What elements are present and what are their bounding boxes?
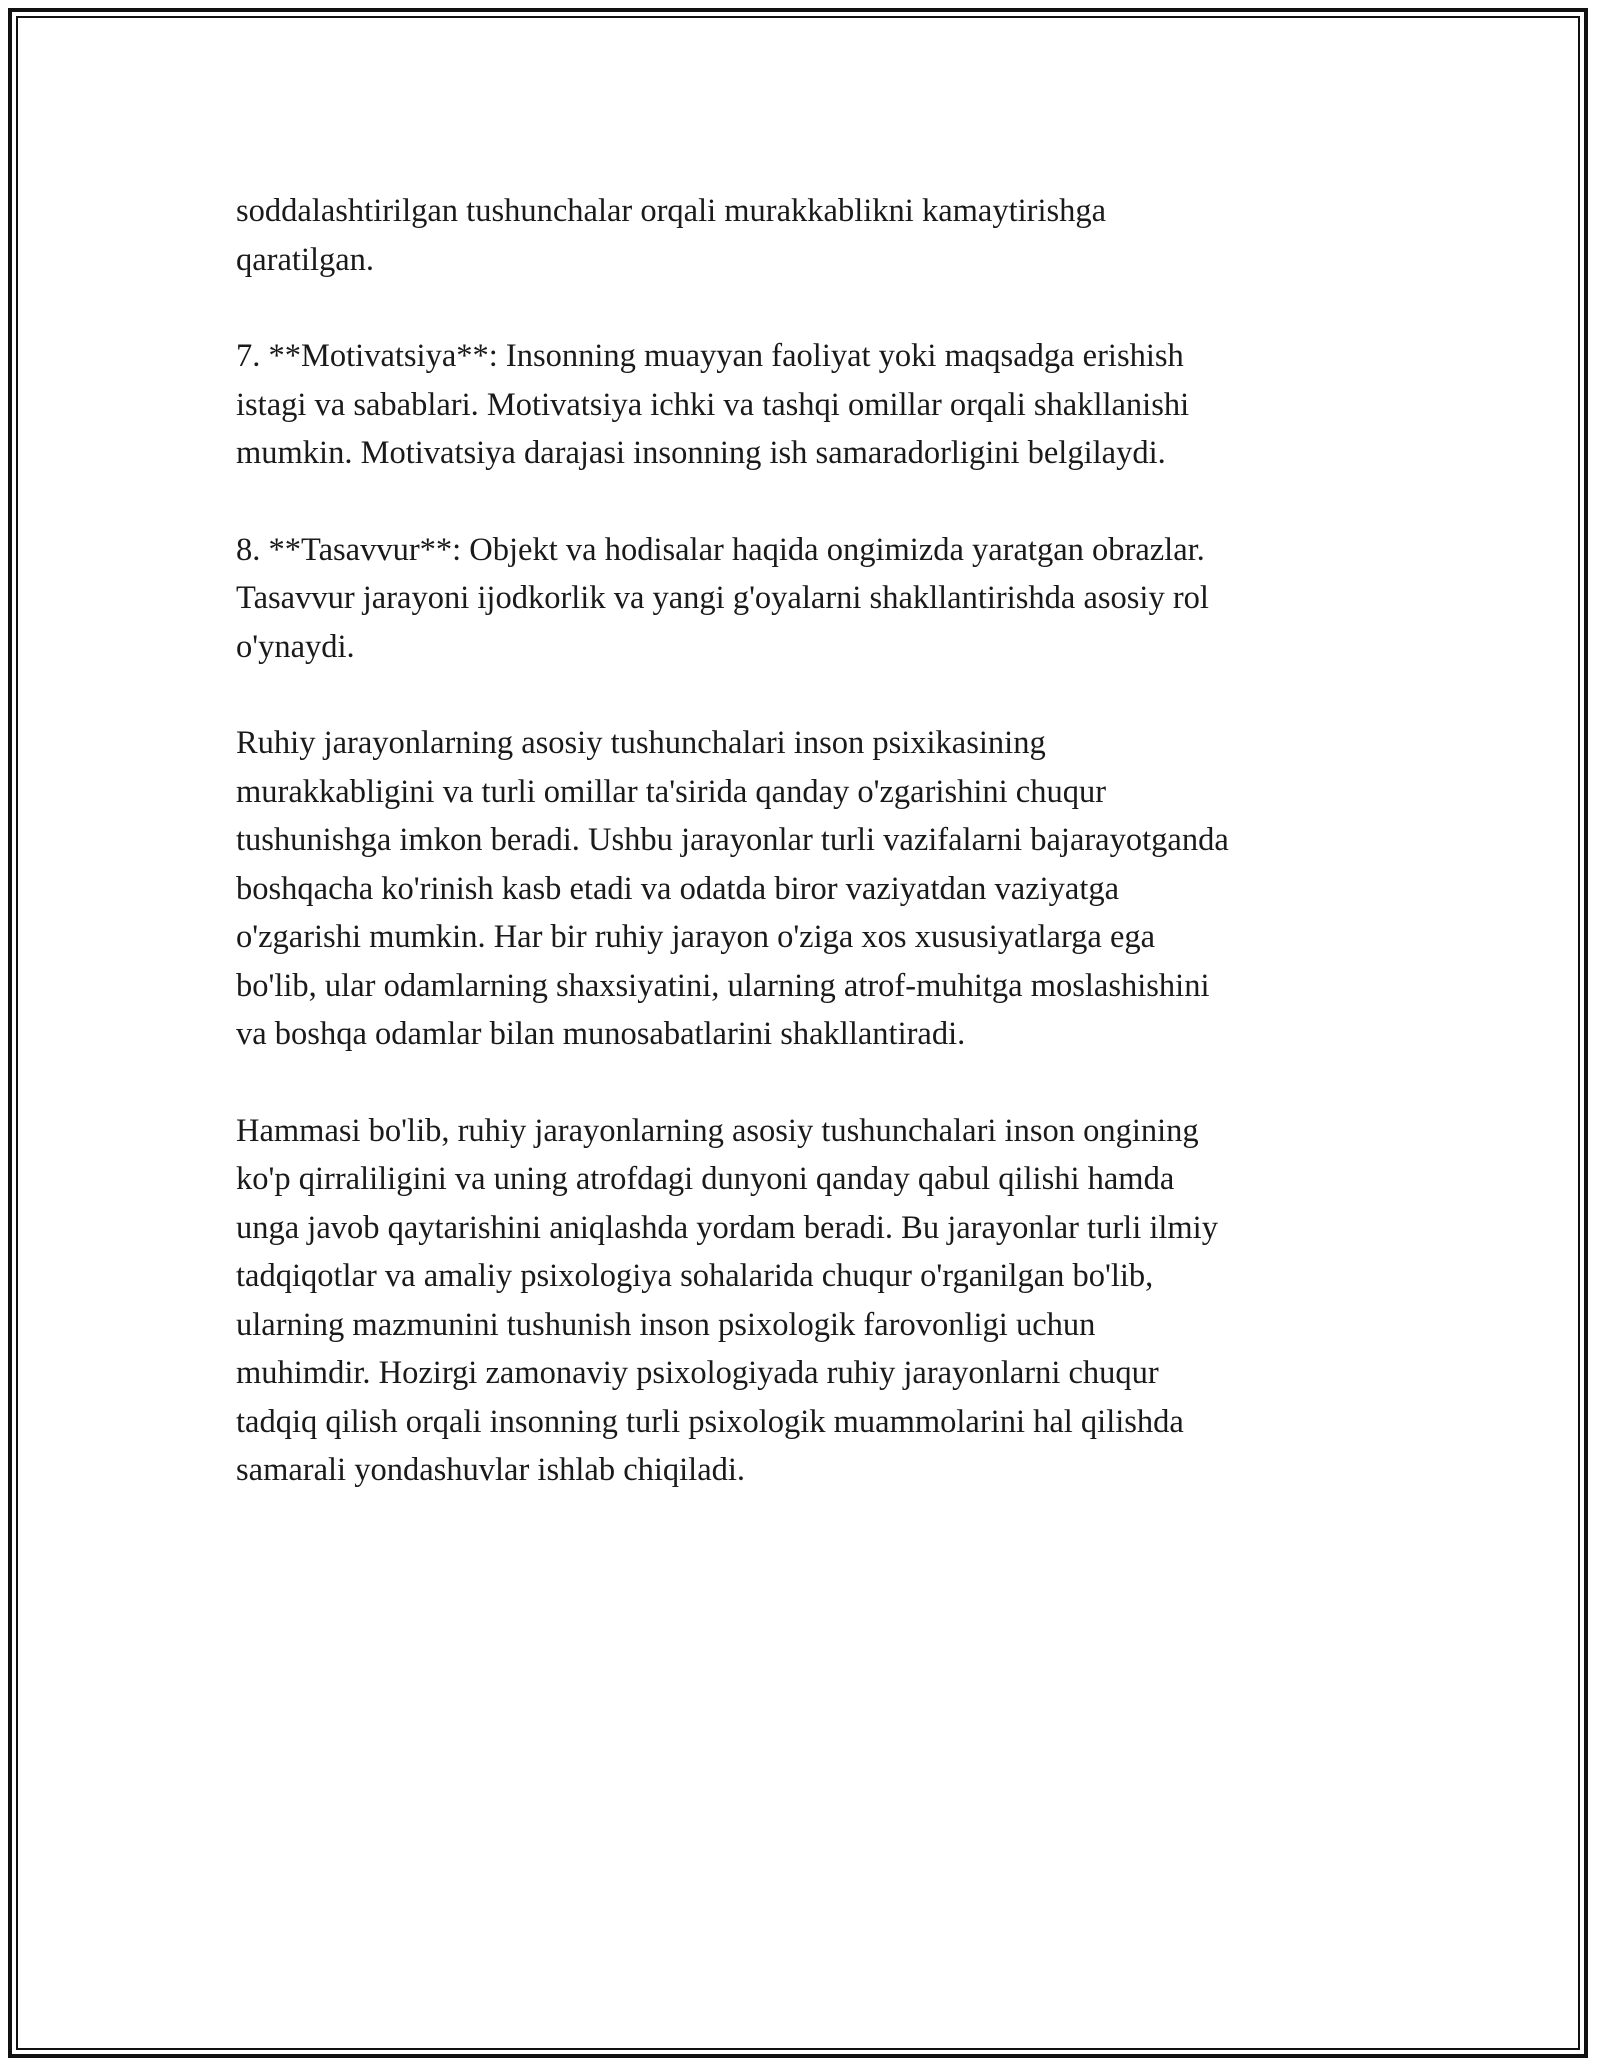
document-body — [236, 187, 1366, 1543]
text-line: murakkabligini va turli omillar ta'sirida qanday o'zgarishini chuqur — [236, 773, 1107, 810]
text-line: ko'p qirraliligini va uning atrofdagi dunyoni qanday qabul qilishi hamda — [236, 1161, 1175, 1197]
text-line: bo'lib, ular odamlarning shaxsiyatini, ularning atrof-muhitga moslashishini — [236, 967, 1210, 1004]
text-line: tushunishga imkon beradi. Ushbu jarayonlar turli vazifalarni bajarayotganda — [236, 822, 1229, 858]
text-line: samarali yondashuvlar ishlab chiqiladi. — [236, 1452, 746, 1488]
text-line: tadqiq qilish orqali insonning turli psixologik muammolarini hal qilishda — [236, 1403, 1184, 1440]
text-line: soddalashtirilgan tushunchalar orqali murakkablikni kamaytirishga — [236, 193, 1107, 229]
paragraph-conclusion — [236, 1107, 1366, 1495]
text-line: Ruhiy jarayonlarning asosiy tushunchalari inson psixikasining — [236, 725, 1046, 761]
text-line: muhimdir. Hozirgi zamonaviy psixologiyada ruhiy jarayonlarni chuqur — [236, 1355, 1159, 1391]
paragraph-continuation — [236, 187, 1366, 284]
text-line: boshqacha ko'rinish kasb etadi va odatda biror vaziyatdan vaziyatga — [236, 870, 1120, 907]
paragraph-ruhiy-jarayonlar — [236, 719, 1366, 1059]
paragraph-tasavvur — [236, 526, 1366, 672]
text-line: ularning mazmunini tushunish inson psixologik farovonligi uchun — [236, 1306, 1096, 1343]
text-line: Hammasi bo'lib, ruhiy jarayonlarning asosiy tushunchalari inson ongining — [236, 1112, 1199, 1149]
paragraph-motivatsiya — [236, 332, 1366, 478]
text-line: unga javob qaytarishini aniqlashda yordam beradi. Bu jarayonlar turli ilmiy — [236, 1209, 1218, 1246]
text-line: tadqiqotlar va amaliy psixologiya sohalarida chuqur o'rganilgan bo'lib, — [236, 1258, 1154, 1294]
text-line: o'ynaydi. — [236, 628, 355, 665]
text-line: va boshqa odamlar bilan munosabatlarini shakllantiradi. — [236, 1016, 966, 1052]
text-line: 7. **Motivatsiya**: Insonning muayyan faoliyat yoki maqsadga erishish — [236, 338, 1184, 374]
text-line: mumkin. Motivatsiya darajasi insonning ish samaradorligini belgilaydi. — [236, 435, 1166, 471]
text-line: istagi va sabablari. Motivatsiya ichki va tashqi omillar orqali shakllanishi — [236, 386, 1190, 423]
text-line: o'zgarishi mumkin. Har bir ruhiy jarayon o'ziga xos xususiyatlarga ega — [236, 919, 1156, 955]
text-line: qaratilgan. — [236, 241, 375, 278]
text-line: 8. **Tasavvur**: Objekt va hodisalar haqida ongimizda yaratgan obrazlar. — [236, 531, 1205, 568]
text-line: Tasavvur jarayoni ijodkorlik va yangi g'oyalarni shakllantirishda asosiy rol — [236, 580, 1209, 616]
